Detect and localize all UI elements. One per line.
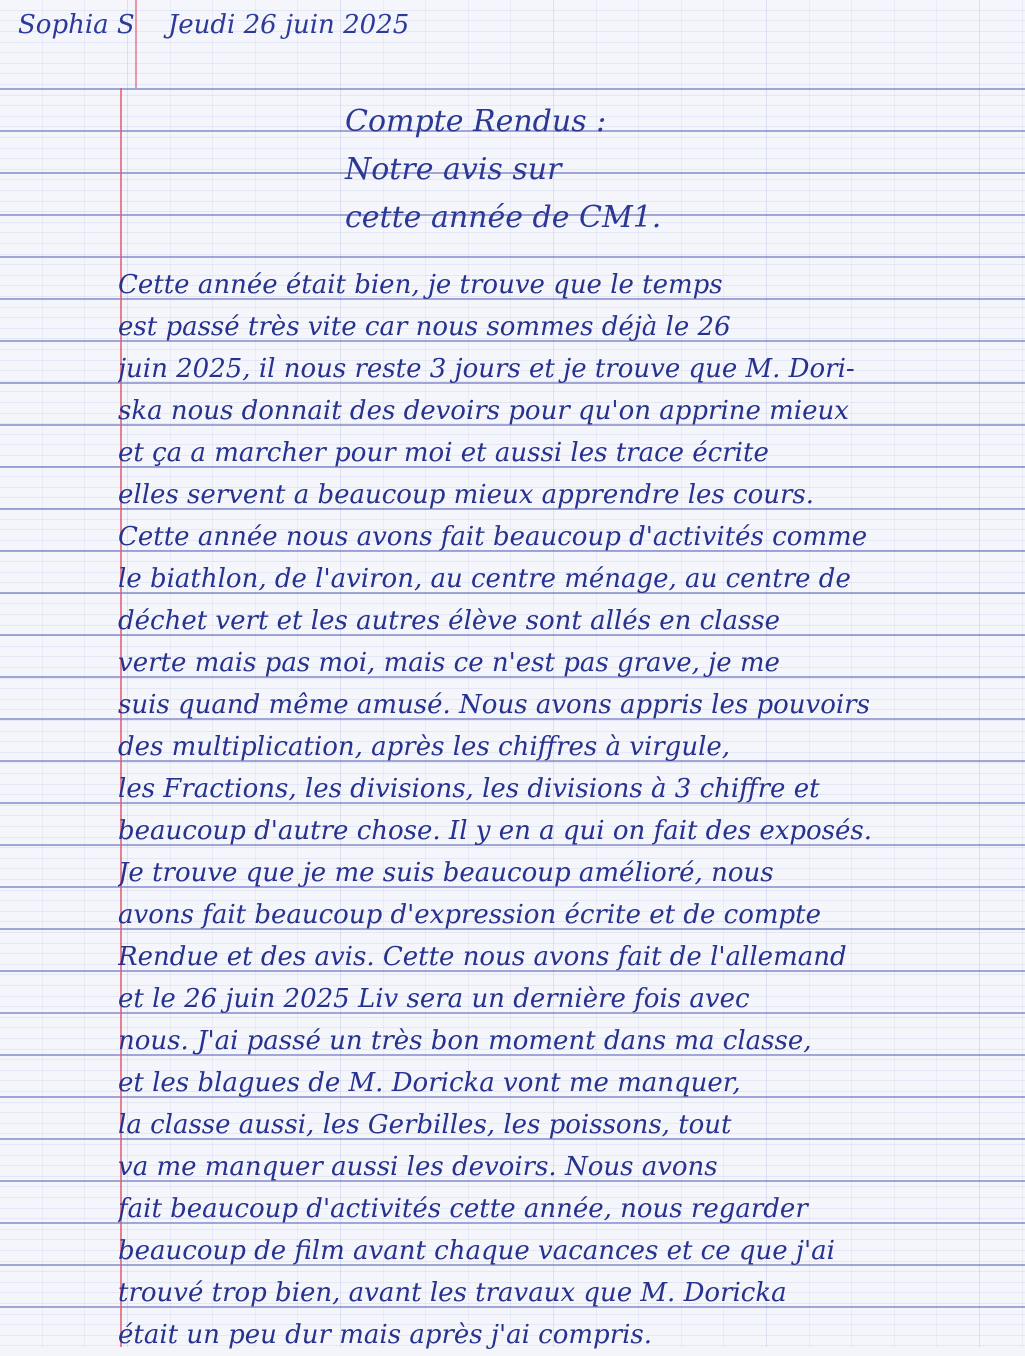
student-name: Sophia S — [18, 10, 135, 40]
body-line: Cette année nous avons fait beaucoup d'activités comme — [118, 522, 868, 552]
body-line: est passé très vite car nous sommes déjà le 26 — [118, 312, 731, 342]
body-line: nous. J'ai passé un très bon moment dans ma classe, — [118, 1026, 812, 1056]
body-line: elles servent a beaucoup mieux apprendre les cours. — [118, 480, 815, 510]
header — [18, 10, 409, 40]
body-line: Rendue et des avis. Cette nous avons fait de l'allemand — [118, 942, 847, 972]
body-line: Je trouve que je me suis beaucoup amélioré, nous — [118, 858, 774, 888]
title-line-1: Compte Rendus : — [345, 104, 607, 139]
body-line: le biathlon, de l'aviron, au centre ménage, au centre de — [118, 564, 851, 594]
body-line: et le 26 juin 2025 Liv sera un dernière fois avec — [118, 984, 750, 1014]
body-line: la classe aussi, les Gerbilles, les poissons, tout — [118, 1110, 732, 1140]
body-line: suis quand même amusé. Nous avons appris les pouvoirs — [118, 690, 870, 720]
date: Jeudi 26 juin 2025 — [167, 10, 410, 40]
ruled-line — [0, 88, 1025, 90]
body-line: verte mais pas moi, mais ce n'est pas grave, je me — [118, 648, 780, 678]
body-line: fait beaucoup d'activités cette année, nous regarder — [118, 1194, 808, 1224]
title-line-3: cette année de CM1. — [345, 200, 662, 235]
body-line: était un peu dur mais après j'ai compris. — [118, 1320, 653, 1350]
ruled-line — [0, 256, 1025, 258]
body-line: déchet vert et les autres élève sont allés en classe — [118, 606, 781, 636]
body-line: avons fait beaucoup d'expression écrite et de compte — [118, 900, 821, 930]
body-line: juin 2025, il nous reste 3 jours et je trouve que M. Dori- — [118, 354, 855, 384]
body-line: va me manquer aussi les devoirs. Nous avons — [118, 1152, 718, 1182]
body-line: et ça a marcher pour moi et aussi les trace écrite — [118, 438, 769, 468]
title-block — [345, 98, 705, 242]
body-line: beaucoup d'autre chose. Il y en a qui on fait des exposés. — [118, 816, 872, 846]
body-line: trouvé trop bien, avant les travaux que M. Doricka — [118, 1278, 787, 1308]
body-line: ska nous donnait des devoirs pour qu'on apprine mieux — [118, 396, 849, 426]
body-line: des multiplication, après les chiffres à virgule, — [118, 732, 731, 762]
body-text — [118, 264, 1013, 1356]
body-line: les Fractions, les divisions, les divisions à 3 chiffre et — [118, 774, 820, 804]
body-line: Cette année était bien, je trouve que le temps — [118, 270, 723, 300]
body-line: et les blagues de M. Doricka vont me manquer, — [118, 1068, 741, 1098]
title-line-2: Notre avis sur — [345, 152, 562, 187]
body-line: beaucoup de film avant chaque vacances et ce que j'ai — [118, 1236, 835, 1266]
